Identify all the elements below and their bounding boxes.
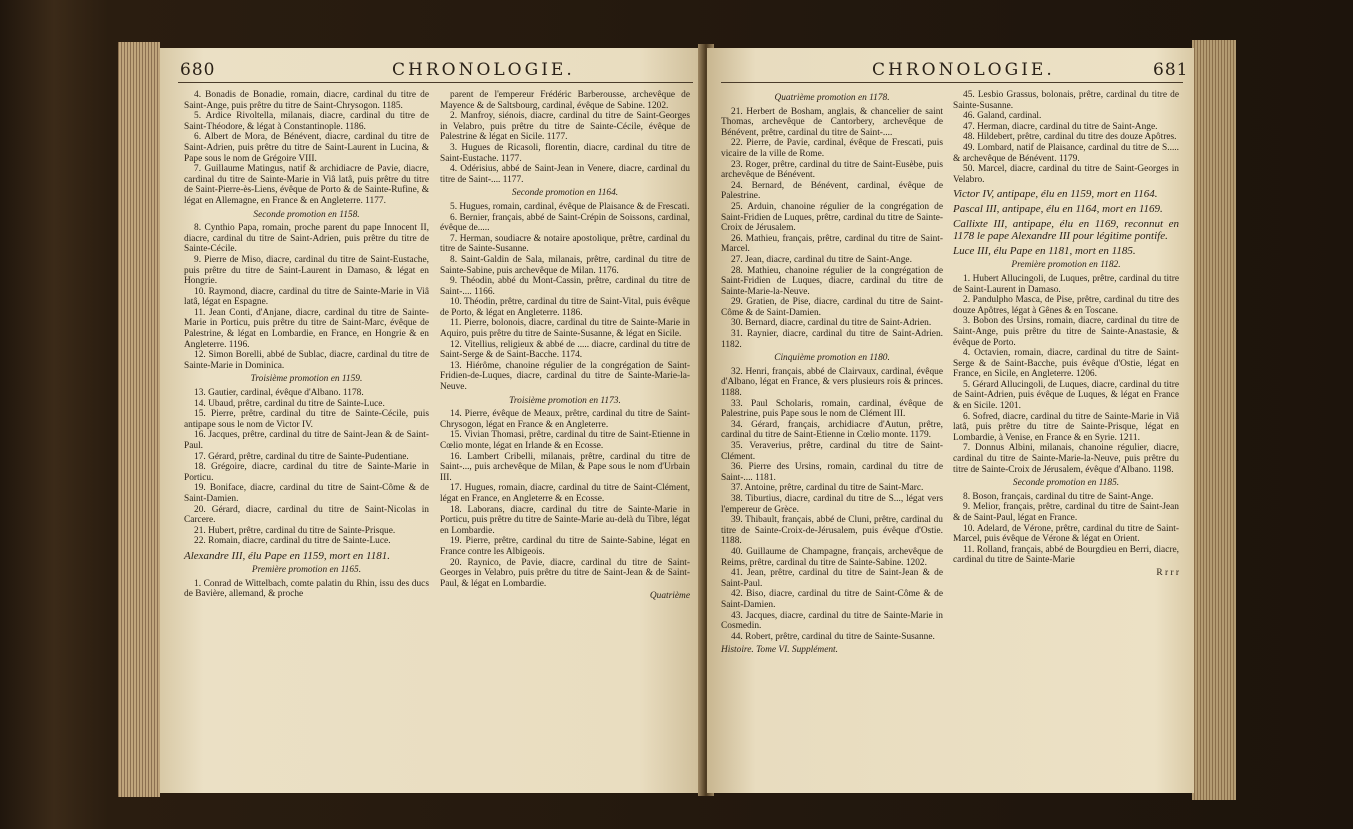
entry: 15. Pierre, prêtre, cardinal du titre de Sainte-Cécile, puis antipape sous le nom de Victor IV. <box>184 409 429 430</box>
entry: 30. Bernard, diacre, cardinal du titre de Saint-Adrien. <box>731 318 932 329</box>
entry: 38. Tiburtius, diacre, cardinal du titre de S..., légat vers l'empereur de Grèce. <box>721 493 943 515</box>
entry: 36. Pierre des Ursins, romain, cardinal du titre de Saint-.... 1181. <box>721 462 943 483</box>
entry: 9. Pierre de Miso, diacre, cardinal du titre de Saint-Eustache, puis prêtre du titre de Saint-Laurent in Damaso, & légat en Hongrie. <box>184 254 429 287</box>
entry: 15. Vivian Thomasi, prêtre, cardinal du titre de Saint-Etienne in Cœlio monte, légat en Irlande & en Ecosse. <box>440 430 690 451</box>
entry: 43. Jacques, diacre, cardinal du titre de Sainte-Marie in Cosmedin. <box>721 610 943 632</box>
entry: 46. Galand, cardinal. <box>963 111 1042 122</box>
entry: 13. Gautier, cardinal, évêque d'Albano. 1178. <box>194 388 364 399</box>
left-page <box>160 48 705 793</box>
signature-mark: R r r r <box>1156 567 1179 578</box>
entry: 8. Boson, français, cardinal du titre de Saint-Ange. <box>963 491 1154 502</box>
entry: 4. Octavien, romain, diacre, cardinal du titre de Saint-Serge & de Saint-Bacche, puis évêque d'Ostie, légat en France, en Sicile, en Angleterre. 1206. <box>953 348 1179 380</box>
entry: 4. Bonadis de Bonadie, romain, diacre, cardinal du titre de Saint-Ange, puis prêtre du titre de Saint-Chrysogon. 1185. <box>184 90 429 111</box>
entry: 10. Adelard, de Vérone, prêtre, cardinal du titre de Saint-Marcel, puis évêque de Vérone & légat en Orient. <box>953 523 1179 545</box>
section-heading: Seconde promotion en 1158. <box>253 209 360 220</box>
entry: 7. Herman, soudiacre & notaire apostolique, prêtre, cardinal du titre de Sainte-Susanne. <box>440 233 690 255</box>
section-heading: Seconde promotion en 1185. <box>1012 478 1120 489</box>
entry: 16. Jacques, prêtre, cardinal du titre de Saint-Jean & de Saint-Paul. <box>184 430 429 451</box>
entry: 48. Hildebert, prêtre, cardinal du titre des douze Apôtres. <box>963 132 1177 143</box>
pope-heading: Alexandre III, élu Pape en 1159, mort en 1181. <box>184 549 390 562</box>
entry: 18. Laborans, diacre, cardinal du titre de Sainte-Marie in Porticu, puis prêtre du titre de Sainte-Marie au-delà du Tibre, légat en Lombardie. <box>440 504 690 536</box>
entry: 10. Raymond, diacre, cardinal du titre de Sainte-Marie in Viâ latâ, légat en Espagne. <box>184 286 429 308</box>
entry: 34. Gérard, français, archidiacre d'Autun, prêtre, cardinal du titre de Saint-Etienne in Cœlio monte. 1179. <box>721 419 943 441</box>
entry: 7. Guillaume Matingus, natif & archidiacre de Pavie, diacre, cardinal du titre de Sainte-Marie in Viâ latâ, puis prêtre du titre de Saint-Pierre-ès-Liens, évêque de Porto & de Sainte-Rufine, & légat en Allemagne, en France & en Angleterre. 1177. <box>184 164 429 206</box>
entry: 45. Lesbio Grassus, bolonais, prêtre, cardinal du titre de Sainte-Susanne. <box>953 90 1179 111</box>
entry: 21. Hubert, prêtre, cardinal du titre de Sainte-Prisque. <box>194 525 396 536</box>
entry: 23. Roger, prêtre, cardinal du titre de Saint-Eusèbe, puis archevêque de Bénévent. <box>721 159 943 181</box>
entry: 22. Pierre, de Pavie, cardinal, évêque de Frescati, puis vicaire de la ville de Rome. <box>721 138 943 159</box>
entry: 42. Biso, diacre, cardinal du titre de Saint-Côme & de Saint-Damien. <box>721 589 943 610</box>
entry: 9. Théodin, abbé du Mont-Cassin, prêtre, cardinal du titre de Saint-.... 1166. <box>440 276 690 297</box>
entry: 44. Robert, prêtre, cardinal du titre de Sainte-Susanne. <box>731 631 935 642</box>
entry: 24. Bernard, de Bénévent, cardinal, évêque de Palestrine. <box>721 180 943 202</box>
entry: 2. Pandulpho Masca, de Pise, prêtre, cardinal du titre des douze Apôtres, légat à Gênes & en Toscane. <box>953 295 1179 316</box>
entry: 29. Gratien, de Pise, diacre, cardinal du titre de Saint-Côme & de Saint-Damien. <box>721 297 943 318</box>
entry: 26. Mathieu, français, prêtre, cardinal du titre de Saint-Marcel. <box>721 233 943 255</box>
entry: 6. Sofred, diacre, cardinal du titre de Sainte-Marie in Viâ latâ, puis prêtre du titre de Sainte-Prisque, légat en Lombardie, à Venise, en France & en Syrie. 1211. <box>953 411 1179 443</box>
header-rule <box>721 82 1183 83</box>
running-title: CHRONOLOGIE. <box>392 60 575 80</box>
entry: 7. Donnus Albini, milanais, chanoine régulier, diacre, cardinal du titre de Sainte-Marie-la-Neuve, puis prêtre du titre de Sainte-Croix de Jérusalem, évêque d'Albano. 1198. <box>953 443 1179 475</box>
entry: 17. Hugues, romain, diacre, cardinal du titre de Saint-Clément, légat en France, en Angleterre & en Ecosse. <box>440 483 690 504</box>
text-column-2 <box>953 90 1179 579</box>
section-heading: Première promotion en 1165. <box>251 564 362 575</box>
entry: 14. Ubaud, prêtre, cardinal du titre de Sainte-Luce. <box>194 398 385 409</box>
entry: 37. Antoine, prêtre, cardinal du titre de Saint-Marc. <box>731 483 924 494</box>
entry: 22. Romain, diacre, cardinal du titre de Sainte-Luce. <box>194 536 391 547</box>
entry: 20. Gérard, diacre, cardinal du titre de Saint-Nicolas in Carcere. <box>184 504 429 526</box>
pope-heading: Luce III, élu Pape en 1181, mort en 1185. <box>953 245 1136 258</box>
entry: 28. Mathieu, chanoine régulier de la congrégation de Saint-Fridien de Luques, diacre, cardinal du titre de Sainte-Marie-la-Neuve. <box>721 265 943 297</box>
entry: 3. Bobon des Ursins, romain, diacre, cardinal du titre de Saint-Ange, puis prêtre du titre de Sainte-Anastasie, & évêque de Porto. <box>953 316 1179 348</box>
section-heading: Quatrième promotion en 1178. <box>774 93 890 103</box>
entry: 47. Herman, diacre, cardinal du titre de Saint-Ange. <box>963 121 1158 132</box>
entry: 10. Théodin, prêtre, cardinal du titre de Saint-Vital, puis évêque de Porto, & légat en Angleterre. 1186. <box>440 297 690 318</box>
entry: 9. Melior, français, prêtre, cardinal du titre de Saint-Jean & de Saint-Paul, légat en France. <box>953 502 1179 523</box>
entry: 13. Hiérôme, chanoine régulier de la congrégation de Saint-Fridien-de-Luques, diacre, cardinal du titre de Sainte-Marie-la-Neuve. <box>440 360 690 393</box>
page-edges-right <box>1192 40 1236 800</box>
entry: 25. Arduin, chanoine régulier de la congrégation de Saint-Fridien de Luques, prêtre, cardinal du titre de Sainte-Croix de Jérusalem. <box>721 201 943 234</box>
entry: 19. Pierre, prêtre, cardinal du titre de Sainte-Sabine, légat en France contre les Albigeois. <box>440 536 690 557</box>
entry: 4. Odérisius, abbé de Saint-Jean in Venere, diacre, cardinal du titre de Saint-.... 1177. <box>440 164 690 185</box>
entry: 12. Vitellius, religieux & abbé de ..... diacre, cardinal du titre de Saint-Serge & de Saint-Bacche. 1174. <box>440 339 690 361</box>
footer-note: Histoire. Tome VI. Supplément. <box>721 645 839 656</box>
page-number: 681 <box>1153 60 1189 80</box>
entry: 2. Manfroy, siénois, diacre, cardinal du titre de Saint-Georges in Velabro, puis prêtre du titre de Sainte-Cécile, évêque de Palestrine & légat en Sicile. 1177. <box>440 111 690 143</box>
entry: 6. Albert de Mora, de Bénévent, diacre, cardinal du titre de Saint-Adrien, puis prêtre du titre de Saint-Laurent in Lucina, & Pape sous le nom de Grégoire VIII. <box>184 132 429 164</box>
entry: 14. Pierre, évêque de Meaux, prêtre, cardinal du titre de Saint-Chrysogon, légat en France & en Angleterre. <box>440 409 690 430</box>
text-column-2 <box>440 90 690 602</box>
entry: 11. Jean Conti, d'Anjane, diacre, cardinal du titre de Sainte-Marie in Porticu, puis prêtre du titre de Saint-Marc, évêque de Palestrine, & légat en Lombardie, en France, en Hongrie & en Angleterre. 1196. <box>184 307 429 350</box>
entry: 5. Gérard Allucingoli, de Luques, diacre, cardinal du titre de Saint-Adrien, puis évêque de Luques, & légat en France & en Sicile. 1201. <box>953 379 1179 412</box>
pope-heading: Victor IV, antipape, élu en 1159, mort en 1164. <box>953 188 1158 201</box>
entry: 5. Ardice Rivoltella, milanais, diacre, cardinal du titre de Saint-Théodore, & légat à Constantinople. 1186. <box>184 111 429 132</box>
right-page <box>707 48 1194 793</box>
section-heading: Cinquième promotion en 1180. <box>774 353 890 364</box>
catchword: Quatrième <box>649 591 690 602</box>
entry: 32. Henri, français, abbé de Clairvaux, cardinal, évêque d'Albano, légat en France, & vers plusieurs rois & princes. 1188. <box>721 366 943 399</box>
entry: 39. Thibault, français, abbé de Cluni, prêtre, cardinal du titre de Sainte-Croix-de-Jérusalem, puis évêque d'Ostie. 1188. <box>721 515 943 547</box>
pope-heading: Callixte III, antipape, élu en 1169, reconnut en 1178 le pape Alexandre III pour légitime pontife. <box>953 218 1179 243</box>
pope-heading: Pascal III, antipape, élu en 1164, mort en 1169. <box>953 203 1163 216</box>
page-number: 680 <box>180 60 216 80</box>
text-column-1 <box>721 90 943 656</box>
entry: 16. Lambert Cribelli, milanais, prêtre, cardinal du titre de Saint-..., puis archevêque de Milan, & Pape sous le nom d'Urbain III. <box>440 451 690 483</box>
entry: 1. Conrad de Wittelbach, comte palatin du Rhin, issu des ducs de Bavière, allemand, & proche <box>184 578 429 600</box>
text-column-1 <box>184 90 429 600</box>
entry: 1. Hubert Allucingoli, de Luques, prêtre, cardinal du titre de Saint-Laurent in Damaso. <box>953 273 1179 295</box>
entry: 8. Cynthio Papa, romain, proche parent du pape Innocent II, diacre, cardinal du titre de Saint-Adrien, puis prêtre du titre de Sainte-Cécile. <box>184 223 429 255</box>
section-heading: Troisième promotion en 1173. <box>509 395 621 406</box>
entry: 18. Grégoire, diacre, cardinal du titre de Sainte-Marie in Porticu. <box>184 462 429 483</box>
entry: 33. Paul Scholaris, romain, cardinal, évêque de Palestrine, puis Pape sous le nom de Clément III. <box>721 398 943 420</box>
entry: 49. Lombard, natif de Plaisance, cardinal du titre de S..... & archevêque de Bénévent. 1179. <box>953 142 1179 164</box>
running-title: CHRONOLOGIE. <box>872 60 1055 80</box>
entry: 20. Raynico, de Pavie, diacre, cardinal du titre de Saint-Georges in Velabro, puis prêtre du titre de Saint-Jean & de Saint-Paul, & légat en Lombardie. <box>440 557 690 589</box>
entry: 40. Guillaume de Champagne, français, archevêque de Reims, prêtre, cardinal du titre de Sainte-Sabine. 1202. <box>721 546 943 568</box>
entry: 3. Hugues de Ricasoli, florentin, diacre, cardinal du titre de Saint-Eustache. 1177. <box>440 142 690 164</box>
entry: 12. Simon Borelli, abbé de Sublac, diacre, cardinal du titre de Sainte-Marie in Dominica. <box>184 350 429 371</box>
header-rule <box>178 82 693 83</box>
entry: 31. Raynier, diacre, cardinal du titre de Saint-Adrien. 1182. <box>721 329 943 350</box>
section-heading: Troisième promotion en 1159. <box>250 374 363 385</box>
entry: 21. Herbert de Bosham, anglais, & chancelier de saint Thomas, archevêque de Cantorbery, archevêque de Bénévent, prêtre, cardinal du titre de Saint-.... <box>721 106 943 138</box>
entry: 11. Rolland, français, abbé de Bourgdieu en Berri, diacre, cardinal du titre de Sainte-Marie <box>953 544 1179 566</box>
section-heading: Seconde promotion en 1164. <box>511 188 619 199</box>
section-heading: Première promotion en 1182. <box>1011 260 1121 271</box>
entry: 27. Jean, diacre, cardinal du titre de Saint-Ange. <box>731 254 912 265</box>
entry: parent de l'empereur Frédéric Barberousse, archevêque de Mayence & de Saltsbourg, cardinal, évêque de Sabine. 1202. <box>440 90 690 111</box>
entry: 50. Marcel, diacre, cardinal du titre de Saint-Georges in Velabro. <box>953 164 1179 185</box>
entry: 19. Boniface, diacre, cardinal du titre de Saint-Côme & de Saint-Damien. <box>184 483 429 504</box>
entry: 41. Jean, prêtre, cardinal du titre de Saint-Jean & de Saint-Paul. <box>721 568 943 589</box>
entry: 5. Hugues, romain, cardinal, évêque de Plaisance & de Frescati. <box>450 201 690 212</box>
entry: 6. Bernier, français, abbé de Saint-Crépin de Soissons, cardinal, évêque de..... <box>440 212 690 234</box>
entry: 8. Saint-Galdin de Sala, milanais, prêtre, cardinal du titre de Sainte-Sabine, puis archevêque de Milan. 1176. <box>440 254 690 276</box>
page-edges-left <box>118 42 160 797</box>
entry: 11. Pierre, bolonois, diacre, cardinal du titre de Sainte-Marie in Aquiro, puis prêtre du titre de Sainte-Susanne, & légat en Sicile. <box>440 318 690 340</box>
entry: 35. Veraverius, prêtre, cardinal du titre de Saint-Clément. <box>721 441 943 462</box>
entry: 17. Gérard, prêtre, cardinal du titre de Sainte-Pudentiane. <box>194 451 409 462</box>
